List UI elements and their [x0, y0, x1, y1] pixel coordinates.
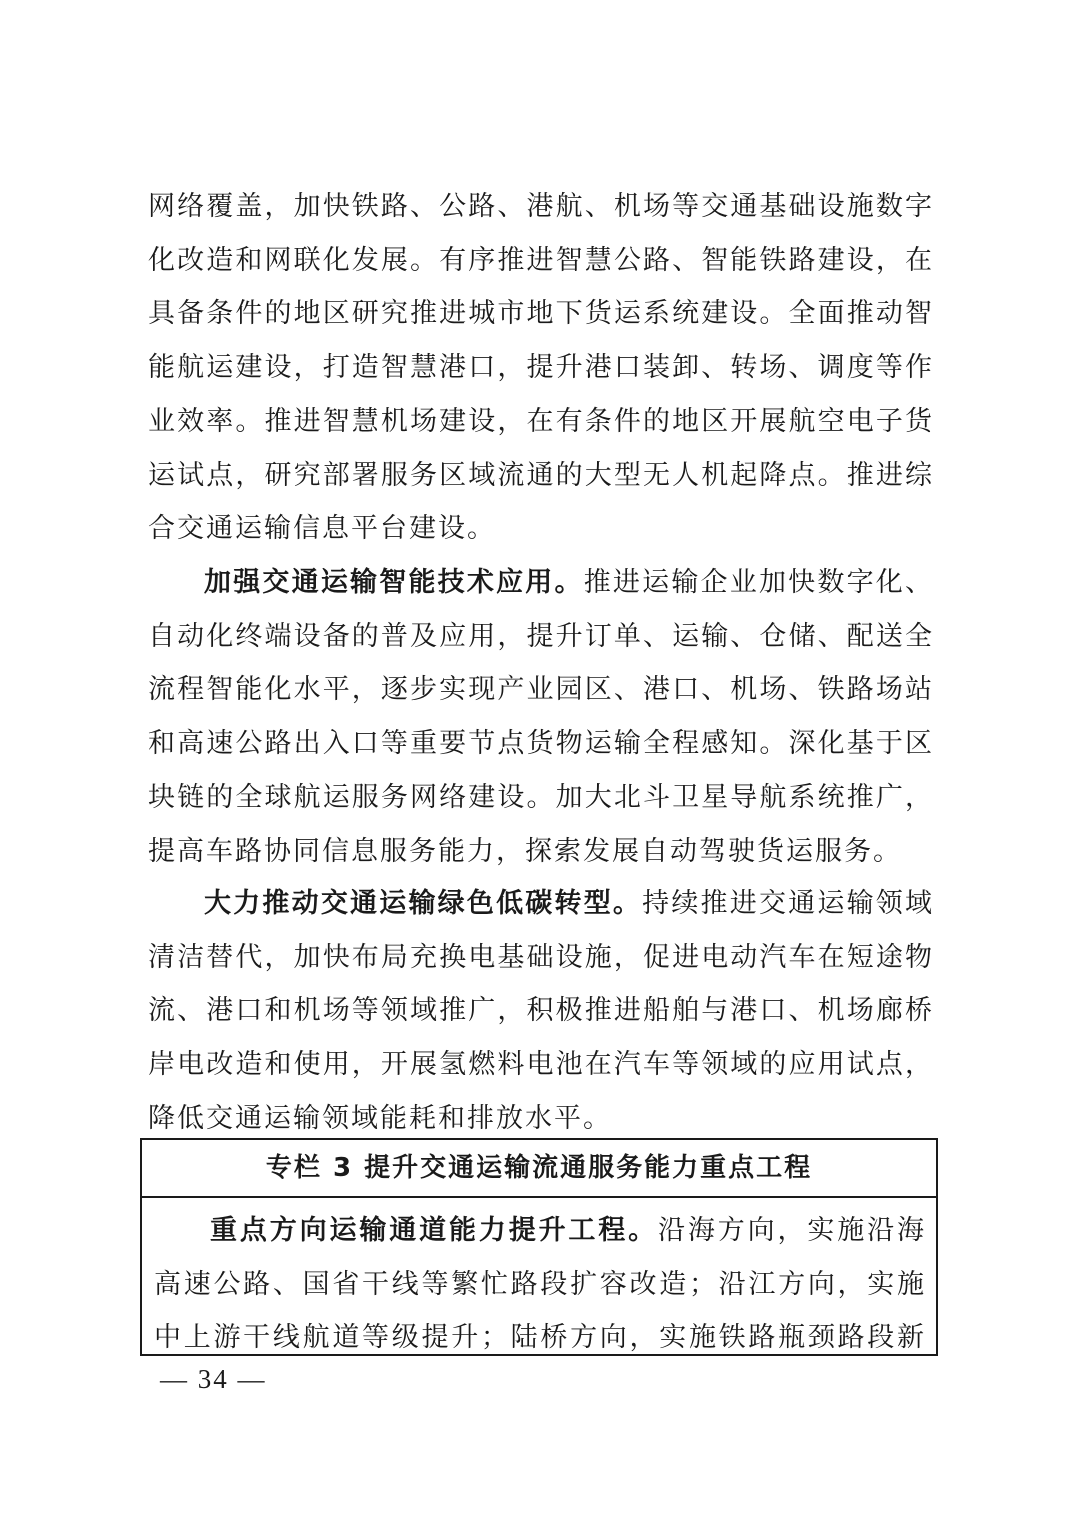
column-box-heading: 重点方向运输通道能力提升工程。 [210, 1215, 659, 1246]
paragraph-1-text: 网络覆盖，加快铁路、公路、港航、机场等交通基础设施数字化改造和网联化发展。有序推进智慧公路、智能铁路建设，在具备条件的地区研究推进城市地下货运系统建设。全面推动智能航运建设，打造智慧港口，提升港口装卸、转场、调度等作业效率。推进智慧机场建设，在有条件的地区开展航空电子货运试点，研究部署服务区域流通的大型无人机起降点。推进综合交通运输信息平台建设。 [148, 191, 934, 545]
paragraph-2-heading: 加强交通运输智能技术应用。 [204, 567, 584, 598]
paragraph-2 [148, 556, 934, 878]
column-box-text: 沿海方向，实施沿海高速公路、国省干线等繁忙路段扩容改造；沿江方向，实施中上游干线航道等级提升；陆桥方向，实施铁路瓶颈路段新 [154, 1215, 927, 1354]
paragraph-3-text: 持续推进交通运输领域清洁替代，加快布局充换电基础设施，促进电动汽车在短途物流、港口和机场等领域推广，积极推进船舶与港口、机场廊桥岸电改造和使用，开展氢燃料电池在汽车等领域的应用试点，降低交通运输领域能耗和排放水平。 [148, 888, 934, 1134]
page-number: — 34 — [160, 1364, 267, 1394]
column-box [140, 1138, 938, 1356]
column-box-title: 专栏 3 提升交通运输流通服务能力重点工程 [142, 1140, 936, 1198]
paragraph-3 [148, 877, 934, 1146]
paragraph-1 [148, 180, 934, 556]
paragraph-2-text: 推进运输企业加快数字化、自动化终端设备的普及应用，提升订单、运输、仓储、配送全流程智能化水平，逐步实现产业园区、港口、机场、铁路场站和高速公路出入口等重要节点货物运输全程感知。深化基于区块链的全球航运服务网络建设。加大北斗卫星导航系统推广，提高车路协同信息服务能力，探索发展自动驾驶货运服务。 [148, 567, 935, 867]
paragraph-3-heading: 大力推动交通运输绿色低碳转型。 [204, 888, 643, 919]
column-box-body [154, 1204, 926, 1356]
